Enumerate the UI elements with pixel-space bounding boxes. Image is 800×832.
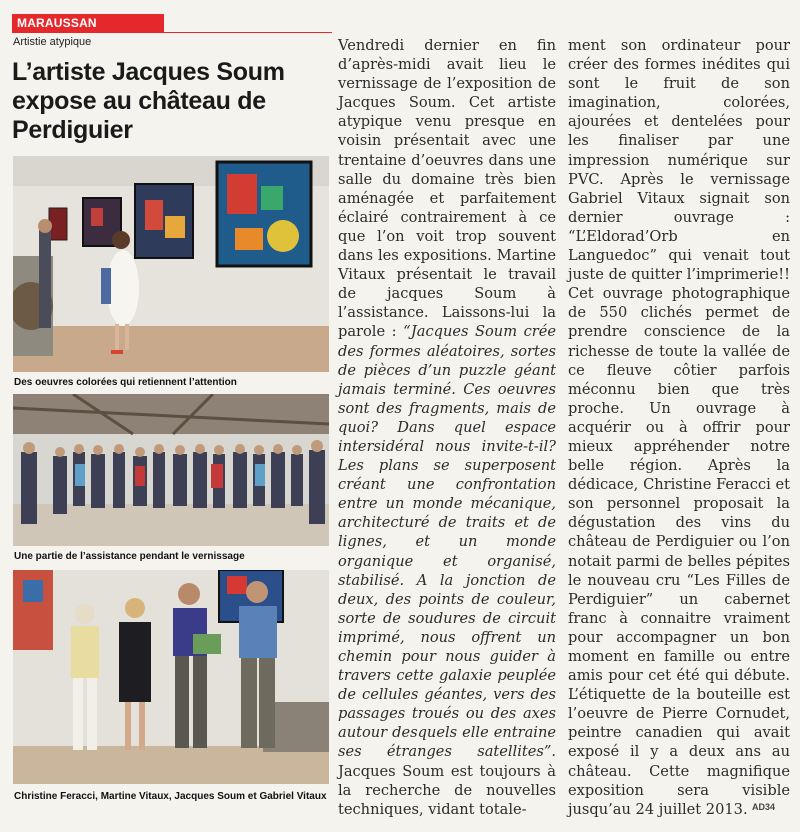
photo-crowd: [13, 394, 329, 546]
section-rule: [12, 32, 332, 33]
section-banner: MARAUSSAN: [12, 14, 164, 33]
page-number: AD34: [752, 802, 776, 812]
article-text-continued: Jacques Soum est toujours à la recherche de nouvelles techniques, vidant totale-: [338, 762, 556, 818]
photo-portrait-group: [13, 570, 329, 784]
photo-artworks: [13, 156, 329, 372]
article-column-1: [338, 36, 556, 819]
article-text-intro: Vendredi dernier en fin d’après-midi avait lieu le vernissage de l’exposition de Jacques Soum. Cet artiste atypique venu presque en voisin présentait avec une trentaine d’oeuvres dans une salle du domaine très bien aménagée et parfaitement éclairé contrairement à ce que l’on voit trop souvent dans les expositions. Martine Vitaux présentait le travail de jacques Soum à l’assistance. Laissons-lui la parole :: [338, 37, 556, 341]
photo-caption-1: Des oeuvres colorées qui retiennent l’attention: [14, 377, 237, 388]
article-text-column-2: ment son ordinateur pour créer des formes inédites qui sont le fruit de son imagination, colorées, ajourées et dentelées pour les finaliser par une impression numérique sur PVC. Après le vernissage Gabriel Vitaux signait son dernier ouvrage : “L’Eldorad’Orb en Languedoc” qui venait tout juste de quitter l’imprimerie!! Cet ouvrage photographique de 550 clichés permet de prendre conscience de la richesse de toute la vallée de ce fleuve côtier parfois méconnu bien que très proche. Un ouvrage à acquérir ou à offrir pour mieux appréhender notre belle région. Après la dédicace, Christine Feracci et son personnel proposait la dégustation des vins du château de Perdiguier ou l’on notait parmi de belles pépites le nouveau cru “Les Filles de Perdiguier” un cabernet franc à connaitre vraiment pour accompagner un bon moment en famille ou entre amis pour cet été qui débute. L’étiquette de la bouteille est l’oeuvre de Pierre Cornudet, peintre canadien qui avait exposé il y a deux ans au château. Cette magnifique exposition sera visible jusqu’au 24 juillet 2013.: [568, 37, 790, 818]
headline: L’artiste Jacques Soum expose au château de Perdiguier: [12, 58, 285, 144]
kicker: Artistie atypique: [13, 36, 92, 48]
article-column-2: [568, 36, 790, 819]
photo-caption-2: Une partie de l’assistance pendant le vernissage: [14, 551, 245, 562]
article-quote: “Jacques Soum crée des formes aléatoires, sortes de pièces d’un puzzle géant jamais terminé. Ces oeuvres sont des fragments, mais de quoi? Dans quel espace intersidéral nous invite-t-il? Les plans se superposent créant une confrontation entre un monde mécanique, architecturé de traits et de lignes, et un monde organique et organisé, stabilisé. A la jonction de deux, des points de couleur, sorte de soudures de circuit imprimé, nous offrent un chemin pour nous guider à travers cette galaxie peuplée de cellules géantes, vers des passages troués ou des axes autour desquels elle entraine ses étranges satellites”.: [338, 323, 556, 761]
photo-caption-3: Christine Feracci, Martine Vitaux, Jacques Soum et Gabriel Vitaux: [14, 791, 327, 802]
